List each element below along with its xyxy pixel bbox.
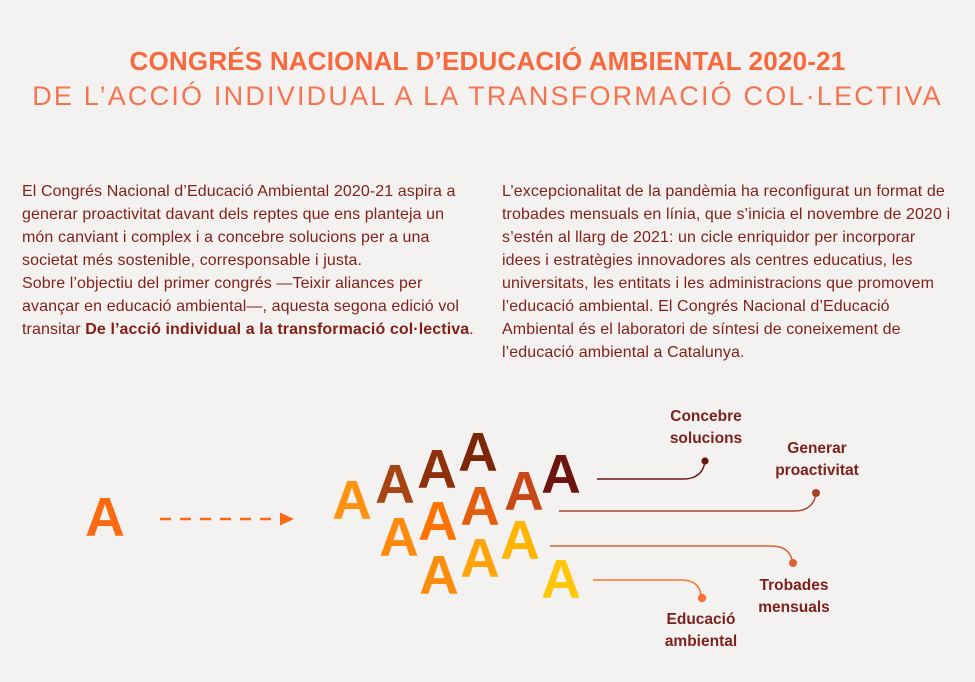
callout-line2: mensuals [758, 599, 830, 616]
intro-left-text: El Congrés Nacional d’Educació Ambiental 2020-21 aspira a generar proactivitat davant dels reptes que ens planteja un món canviant i complex i a concebre solucions per a una societat més sostenible, corresponsable i justa. [22, 183, 456, 269]
callout-line [593, 580, 701, 595]
callout-line [550, 546, 792, 560]
single-letter-a: A [85, 485, 125, 548]
cluster-letter-a: A [504, 459, 544, 522]
callout-line1: Concebre [670, 408, 742, 425]
page-title: CONGRÉS NACIONAL D’EDUCACIÓ AMBIENTAL 2020-21 [129, 46, 846, 76]
cluster-letter-a: A [332, 468, 372, 531]
cluster-letter-a: A [417, 437, 457, 500]
callout-line2: ambiental [664, 633, 738, 650]
page-subtitle: DE L’ACCIÓ INDIVIDUAL A LA TRANSFORMACIÓ COL·LECTIVA [32, 81, 943, 111]
callout-line2: solucions [669, 430, 743, 447]
cluster-letter-a: A [458, 420, 498, 483]
intro-left-text2-bold: De l’acció individual a la transformació col·lectiva [85, 321, 470, 338]
cluster-letter-a: A [375, 452, 415, 515]
callout-line2: proactivitat [775, 462, 859, 479]
cluster-letter-a: A [460, 474, 500, 537]
cluster-letter-a: A [379, 505, 419, 568]
cluster-letter-a: A [460, 526, 500, 589]
callout-label-generar-proactivitat [747, 438, 887, 482]
callout-line [597, 464, 705, 479]
callout-line1: Educació [666, 611, 736, 628]
cluster-letter-a: A [500, 508, 540, 571]
callout-dot [701, 457, 708, 464]
callout-dot [789, 559, 797, 567]
callout-dot [698, 594, 706, 602]
intro-left-text2-prefix: Sobre l’objectiu del primer congrés —Teixir aliances per avançar en educació ambiental—, aquesta segona edició vol transitar [22, 275, 460, 338]
cluster-letter-a: A [541, 442, 581, 505]
cluster-letter-a: A [419, 543, 459, 606]
intro-left-text2-suffix: . [469, 321, 474, 338]
callout-label-educacio-ambiental [631, 609, 771, 653]
callout-line1: Generar [787, 440, 847, 457]
cluster-letter-a: A [541, 547, 581, 610]
callout-dot [812, 489, 820, 497]
intro-right-text: L’excepcionalitat de la pandèmia ha reconfigurat un format de trobades mensuals en línia, que s’inicia el novembre de 2020 i s’estén al llarg de 2021: un cicle enriquidor per incorporar idees i estratègies innovadores als centres educatius, les universitats, les entitats i les administracions que promovem l’educació ambiental. El Congrés Nacional d’Educació Ambiental és el laboratori de síntesi de coneixement de l’educació ambiental a Catalunya. [502, 183, 951, 361]
callout-line1: Trobades [759, 577, 829, 594]
callout-line [559, 496, 816, 511]
cluster-letter-a: A [418, 489, 458, 552]
